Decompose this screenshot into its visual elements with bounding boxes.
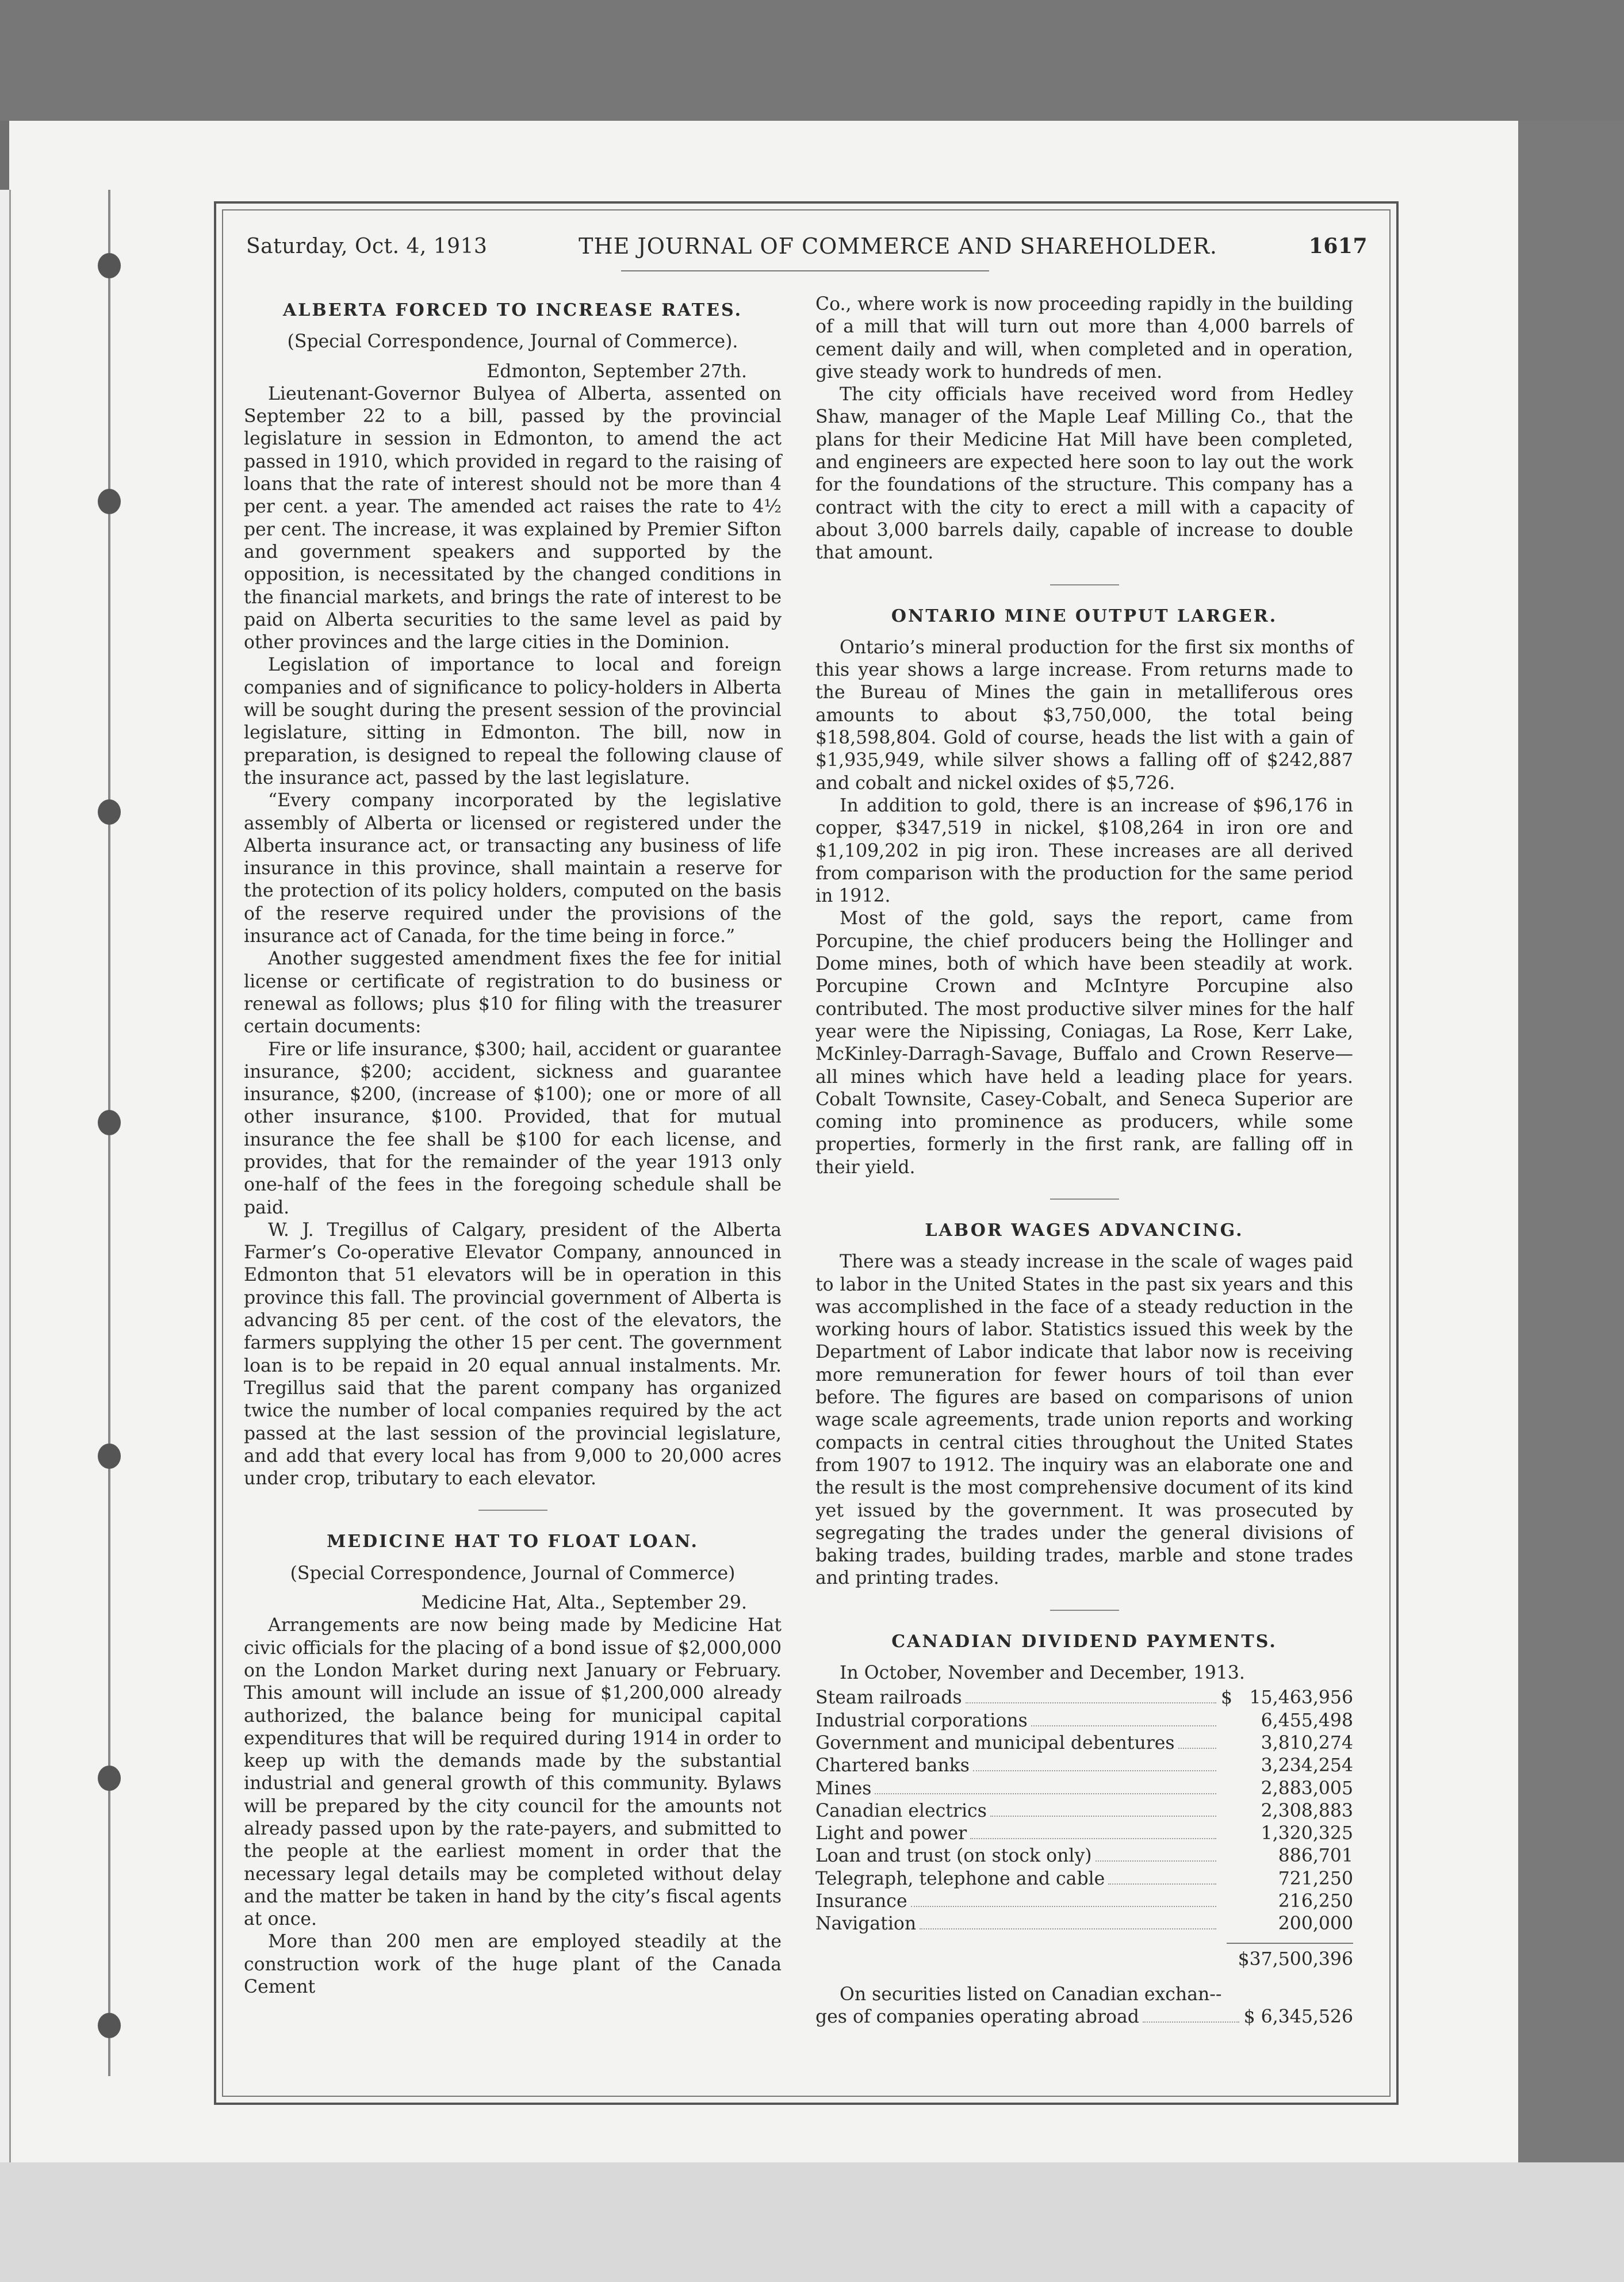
row-amount: 3,234,254 — [1261, 1755, 1353, 1776]
binding-holes — [108, 190, 110, 2076]
leader-dots — [1178, 1748, 1216, 1749]
row-label: Government and municipal debentures — [815, 1732, 1175, 1753]
article-paragraph: Another suggested amendment fixes the fee for initial license or certificate of registration to do business or renewal as follows; plus $10 for filing with the treasurer certain documents: — [244, 948, 782, 1037]
scan-top-shadow — [0, 0, 1624, 121]
leader-dots — [1143, 2021, 1239, 2023]
row-label: Mines — [815, 1778, 872, 1799]
article-paragraph: The city officials have received word from Hedley Shaw, manager of the Maple Leaf Milling Co., that the plans for their Medicine Hat Mill have been completed, and engineers are expected here soon to lay out the work for the foundations of the structure. This company has a contract with the city to erect a mill with a capacity of about 3,000 barrels daily, capable of increase to double that amount. — [815, 384, 1353, 564]
binding-hole — [98, 489, 121, 514]
row-label: Insurance — [815, 1891, 907, 1912]
leader-dots — [1031, 1725, 1216, 1726]
article-subhead: (Special Correspondence, Journal of Commerce) — [290, 1563, 736, 1584]
footnote-row — [815, 2006, 1353, 2028]
article-paragraph: “Every company incorporated by the legislative assembly of Alberta or licensed or registered under the Alberta insurance act, or transacting any business of life insurance in this province, shall maintain a reserve for the protection of its policy holders, computed on the basis of the reserve required under the provisions of the insurance act of Canada, for the time being in force.” — [244, 790, 782, 947]
article-paragraph: Fire or life insurance, $300; hail, accident or guarantee insurance, $200; accident, sickness and guarantee insurance, $200, (increase of $100); one or more of all other insurance, $100. Provided, that for mutual insurance the fee shall be $100 for each license, and provides, that for the remainder of the year 1913 only one-half of the fees in the foregoing schedule shall be paid. — [244, 1039, 782, 1218]
article-dateline: Medicine Hat, Alta., September 29. — [421, 1592, 747, 1614]
article-paragraph: There was a steady increase in the scale of wages paid to labor in the United States in the past six years and this was accomplished in the face of a steady reduction in the working hours of labor. Statistics issued this week by the Department of Labor indicate that labor now is receiving more remuneration for fewer hours of toil than ever before. The figures are based on comparisons of union wage scale agreements, trade union reports and working compacts in central cities throughout the United States from 1907 to 1912. The inquiry was an elaborate one and the result is the most comprehensive document of its kind yet issued by the government. It was prosecuted by segregating the trades under the general divisions of baking trades, building trades, marble and stone trades and printing trades. — [815, 1251, 1353, 1589]
row-amount: 3,810,274 — [1261, 1732, 1353, 1753]
article-headline: MEDICINE HAT TO FLOAT LOAN. — [327, 1531, 699, 1552]
leader-dots — [990, 1816, 1216, 1817]
table-row — [815, 1800, 1353, 1822]
binding-hole — [98, 2013, 121, 2038]
row-amount: 2,883,005 — [1261, 1778, 1353, 1799]
article-paragraph: Co., where work is now proceeding rapidly in the building of a mill that will turn out more than 4,000 barrels of cement daily and will, when completed and in operation, give steady work to hundreds of men. — [815, 294, 1353, 382]
row-amount: 6,455,498 — [1261, 1710, 1353, 1731]
leader-dots — [875, 1793, 1216, 1794]
section-separator — [1050, 1610, 1119, 1611]
row-amount: 721,250 — [1278, 1868, 1353, 1889]
scan-bottom-edge — [0, 2162, 1624, 2282]
row-amount: 216,250 — [1278, 1891, 1353, 1912]
article-paragraph: More than 200 men are employed steadily at the construction work of the huge plant of the Canada Cement — [244, 1931, 782, 1998]
row-label: Steam railroads — [815, 1687, 962, 1709]
footnote-line: On securities listed on Canadian exchan-- — [840, 1984, 1222, 2005]
article-paragraph: In addition to gold, there is an increase of $96,176 in copper, $347,519 in nickel, $108,264 in iron ore and $1,109,202 in pig iron. These increases are all derived from comparison with the production for the same period in 1912. — [815, 795, 1353, 907]
table-row — [815, 1755, 1353, 1777]
leader-dots — [1096, 1860, 1216, 1862]
article-headline: LABOR WAGES ADVANCING. — [925, 1220, 1244, 1240]
row-label: Loan and trust (on stock only) — [815, 1845, 1092, 1867]
binding-hole — [98, 1766, 121, 1791]
scan-right-shadow — [1518, 121, 1624, 2162]
row-label: Navigation — [815, 1913, 917, 1935]
row-amount: 886,701 — [1278, 1845, 1353, 1867]
header-rule — [621, 270, 989, 271]
table-row — [815, 1778, 1353, 1800]
section-separator — [1050, 584, 1119, 585]
article-paragraph: Most of the gold, says the report, came from Porcupine, the chief producers being the Hollinger and Dome mines, both of which have been steadily at work. Porcupine Crown and McIntyre Porcupine also contributed. The most productive silver mines for the half year were the Nipissing, Coniagas, La Rose, Kerr Lake, McKinley-Darragh-Savage, Buffalo and Crown Reserve—all mines which have held a leading place for years. Cobalt Townsite, Casey-Cobalt, and Seneca Superior are coming into prominence as producers, while some properties, formerly in the first rank, are falling off in their yield. — [815, 908, 1353, 1178]
article-paragraph: Legislation of importance to local and foreign companies and of significance to policy-holders in Alberta will be sought during the present session of the provincial legislature, sitting in Edmonton. The bill, now in preparation, is designed to repeal the following clause of the insurance act, passed by the last legislature. — [244, 654, 782, 788]
section-separator — [1050, 1199, 1119, 1200]
section-separator — [478, 1510, 547, 1511]
leader-dots — [920, 1928, 1216, 1929]
table-row — [815, 1822, 1353, 1845]
row-label: Light and power — [815, 1823, 967, 1844]
journal-title: THE JOURNAL OF COMMERCE AND SHAREHOLDER. — [579, 233, 1218, 259]
row-label: Industrial corporations — [815, 1710, 1028, 1731]
row-label: Chartered banks — [815, 1755, 970, 1776]
leader-dots — [1108, 1883, 1216, 1885]
leader-dots — [973, 1770, 1216, 1771]
table-row — [815, 1710, 1353, 1732]
binding-hole — [98, 1110, 121, 1135]
adjacent-page-edge — [0, 190, 11, 2162]
row-amount: 15,463,956 — [1249, 1687, 1353, 1709]
row-amount: 200,000 — [1278, 1913, 1353, 1935]
table-row — [815, 1845, 1353, 1867]
issue-date: Saturday, Oct. 4, 1913 — [246, 234, 488, 258]
article-headline: ONTARIO MINE OUTPUT LARGER. — [891, 606, 1278, 626]
row-label: Telegraph, telephone and cable — [815, 1868, 1105, 1889]
article-paragraph: Arrangements are now being made by Medicine Hat civic officials for the placing of a bond issue of $2,000,000 on the London Market during next January or February. This amount will include an issue of $1,200,000 already authorized, the balance being for municipal capital expenditures that will be required during 1914 in order to keep up with the demands made by the substantial industrial and general growth of this community. Bylaws will be prepared by the city council for the amounts not already passed upon by the rate-payers, and submitted to the people at the earliest moment in order that the necessary legal details may be completed without delay and the matter be taken in hand by the city’s fiscal agents at once. — [244, 1615, 782, 1930]
table-intro: In October, November and December, 1913. — [840, 1663, 1245, 1684]
article-paragraph: Lieutenant-Governor Bulyea of Alberta, assented on September 22 to a bill, passed by the provincial legislature in session in Edmonton, to amend the act passed in 1910, which provided in regard to the raising of loans that the rate of interest should not be more than 4 per cent. a year. The amended act raises the rate to 4½ per cent. The increase, it was explained by Premier Sifton and government speakers and supported by the opposition, is necessitated by the changed conditions in the financial markets, and brings the rate of interest to be paid on Alberta securities to the same level as paid by other provinces and the large cities in the Dominion. — [244, 383, 782, 653]
currency-sign: $ — [1221, 1687, 1233, 1709]
article-dateline: Edmonton, September 27th. — [487, 361, 747, 382]
binding-hole — [98, 799, 121, 825]
table-row — [815, 1868, 1353, 1890]
binding-hole — [98, 253, 121, 278]
dividend-table — [815, 1687, 1353, 2028]
leader-dots — [911, 1906, 1216, 1907]
row-amount: 1,320,325 — [1261, 1823, 1353, 1844]
table-row — [815, 1890, 1353, 1913]
article-headline: CANADIAN DIVIDEND PAYMENTS. — [891, 1631, 1277, 1652]
leader-dots — [966, 1702, 1216, 1703]
row-label: Canadian electrics — [815, 1800, 987, 1821]
article-paragraph: Ontario’s mineral production for the first six months of this year shows a large increase. From returns made to the Bureau of Mines the gain in metalliferous ores amounts to about $3,750,000, the total being $18,598,804. Gold of course, heads the list with a gain of $1,935,949, while silver shows a falling off of $242,887 and cobalt and nickel oxides of $5,726. — [815, 637, 1353, 794]
footnote-label: ges of companies operating abroad — [815, 2007, 1139, 2028]
article-subhead: (Special Correspondence, Journal of Commerce). — [287, 331, 738, 353]
table-row — [815, 1687, 1353, 1709]
right-column — [815, 293, 1353, 2028]
row-amount: 2,308,883 — [1261, 1800, 1353, 1821]
binding-hole — [98, 1444, 121, 1469]
table-row — [815, 1732, 1353, 1755]
table-row — [815, 1913, 1353, 1935]
table-total: $37,500,396 — [1238, 1948, 1353, 1970]
footnote-amount: $ 6,345,526 — [1243, 2007, 1353, 2028]
running-header — [246, 229, 1368, 263]
leader-dots — [970, 1838, 1216, 1839]
article-paragraph: W. J. Tregillus of Calgary, president of the Alberta Farmer’s Co-operative Elevator Company, announced in Edmonton that 51 elevators will be in operation in this province this fall. The provincial government of Alberta is advancing 85 per cent. of the cost of the elevators, the farmers supplying the other 15 per cent. The government loan is to be repaid in 20 equal annual instalments. Mr. Tregillus said that the parent company has organized twice the number of local companies required by the act passed at the last session of the provincial legislature, and add that every local has from 9,000 to 20,000 acres under crop, tributary to each elevator. — [244, 1219, 782, 1490]
article-headline: ALBERTA FORCED TO INCREASE RATES. — [282, 300, 743, 320]
total-rule — [1227, 1943, 1353, 1944]
page-number: 1617 — [1308, 234, 1368, 258]
left-column — [244, 293, 782, 1998]
